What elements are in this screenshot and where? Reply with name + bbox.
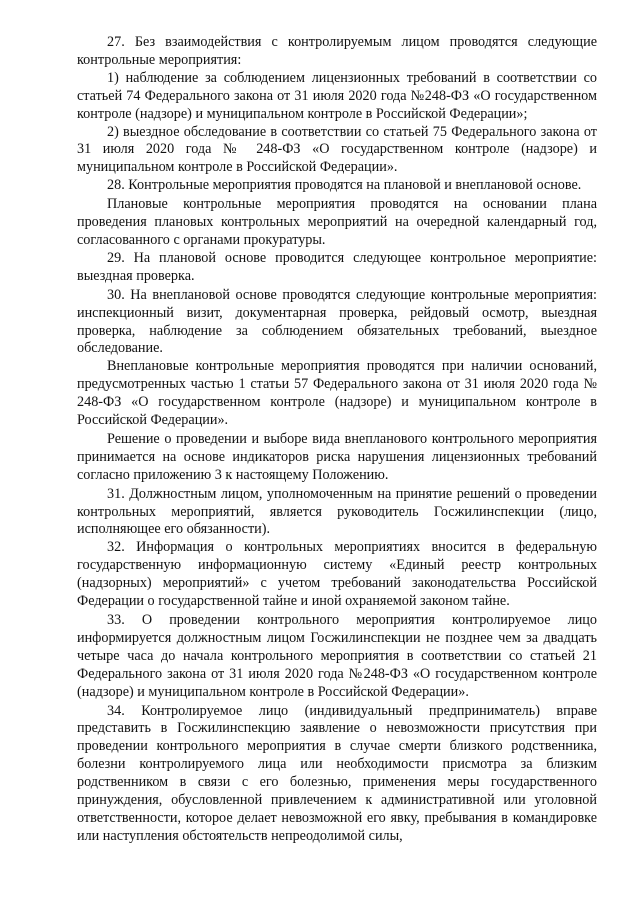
paragraph-27-item-1: 1) наблюдение за соблюдением лицензионных требований в соответствии со статьей 74 Федерального закона от 31 июля 2020 года №248-ФЗ «О государственном контроле (надзоре) и муниципальном контроле в Российской Федерации»; bbox=[77, 69, 597, 122]
paragraph-29: 29. На плановой основе проводится следующее контрольное мероприятие: выездная проверка. bbox=[77, 249, 597, 284]
paragraph-34: 34. Контролируемое лицо (индивидуальный предприниматель) вправе представить в Госжилинспекцию заявление о невозможности присутствия при проведении контрольного мероприятия в случае смерти близкого родственника, болезни контролируемого лица или необходимости присмотра за близким родственником в связи с его болезнью, применения меры государственного принуждения, обусловленной привлечением к административной или уголовной ответственности, которое делает невозможной его явку, пребывания в командировке или наступления обстоятельств непреодолимой силы, bbox=[77, 702, 597, 844]
paragraph-27-item-2: 2) выездное обследование в соответствии со статьей 75 Федерального закона от 31 июля 2020 года № 248-ФЗ «О государственном контроле (надзоре) и муниципальном контроле в Российской Федерации». bbox=[77, 123, 597, 176]
paragraph-28: 28. Контрольные мероприятия проводятся на плановой и внеплановой основе. bbox=[107, 177, 582, 194]
document-page bbox=[77, 34, 597, 846]
paragraph-31: 31. Должностным лицом, уполномоченным на принятие решений о проведении контрольных мероприятий, является руководитель Госжилинспекции (лицо, исполняющее его обязанности). bbox=[77, 485, 597, 538]
paragraph-30-unplanned: Внеплановые контрольные мероприятия проводятся при наличии оснований, предусмотренных частью 1 статьи 57 Федерального закона от 31 июля 2020 года № 248-ФЗ «О государственном контроле (надзоре) и муниципальном контроле в Российской Федерации». bbox=[77, 358, 597, 429]
paragraph-33: 33. О проведении контрольного мероприятия контролируемое лицо информируется должностным лицом Госжилинспекции не позднее чем за двадцать четыре часа до начала контрольного мероприятия в соответствии со статьей 21 Федерального закона от 31 июля 2020 года №248-ФЗ «О государственном контроле (надзоре) и муниципальном контроле в Российской Федерации». bbox=[77, 612, 597, 700]
paragraph-30-decision: Решение о проведении и выборе вида внепланового контрольного мероприятия принимается на основе индикаторов риска нарушения лицензионных требований согласно приложению 3 к настоящему Положению. bbox=[77, 430, 597, 483]
paragraph-27: 27. Без взаимодействия с контролируемым лицом проводятся следующие контрольные мероприятия: bbox=[77, 34, 597, 68]
paragraph-28-planned: Плановые контрольные мероприятия проводятся на основании плана проведения плановых контрольных мероприятий на очередной календарный год, согласованного с органами прокуратуры. bbox=[77, 196, 597, 248]
paragraph-30: 30. На внеплановой основе проводятся следующие контрольные мероприятия: инспекционный визит, документарная проверка, рейдовый осмотр, выездная проверка, наблюдение за соблюдением обязательных требований, выездное обследование. bbox=[77, 286, 597, 357]
paragraph-32: 32. Информация о контрольных мероприятиях вносится в федеральную государственную информационную систему «Единый реестр контрольных (надзорных) мероприятий» с учетом требований законодательства Российской Федерации о государственной тайне и иной охраняемой законом тайне. bbox=[77, 539, 597, 610]
